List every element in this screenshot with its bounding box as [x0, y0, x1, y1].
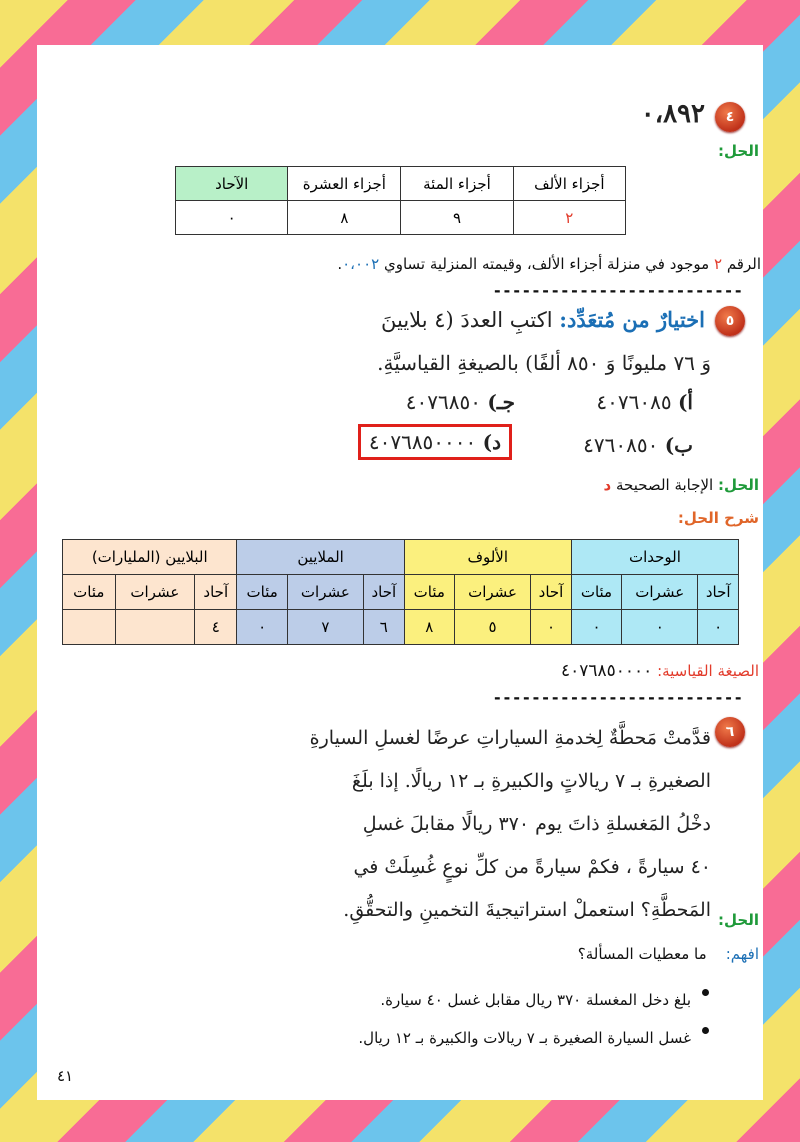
separator-1: --------------------------: [492, 281, 743, 300]
sub-units-ones: آحاد: [698, 575, 739, 610]
val-thousands-ones: ٠: [531, 610, 572, 645]
q4-value-tenths: ٨: [288, 201, 401, 235]
q5-option-c-label: جـ): [487, 390, 515, 414]
q4-value-ones: ٠: [176, 201, 288, 235]
q4-sentence-middle: موجود في منزلة أجزاء الألف، وقيمته المنزلية تساوي: [383, 255, 710, 273]
worksheet-page: [37, 45, 763, 1100]
q6-bullet-2: غسل السيارة الصغيرة بـ ٧ ريالات والكبيرة بـ ١٢ ريال.: [358, 1019, 713, 1057]
val-millions-hundreds: ٠: [237, 610, 287, 645]
sub-thousands-hundreds: مئات: [404, 575, 454, 610]
q6-line-1: قدَّمتْ مَحطَّةٌ لِخدمةِ السياراتِ عرضًا لغسلِ السيارةِ: [309, 727, 711, 749]
q5-title: اختيارٌ من مُتعَدِّد:: [559, 307, 705, 332]
sub-billions-tens: عشرات: [115, 575, 195, 610]
q5-option-d-label: د): [482, 430, 501, 454]
q5-option-b[interactable]: [583, 433, 693, 457]
q5-standard-label: الصيغة القياسية:: [657, 662, 759, 680]
q6-understand-line: [578, 945, 759, 963]
val-units-ones: ٠: [698, 610, 739, 645]
q5-option-c[interactable]: [406, 390, 515, 414]
sub-millions-ones: آحاد: [363, 575, 404, 610]
q5-option-b-label: ب): [664, 433, 693, 457]
group-billions: البلايين (المليارات): [63, 540, 237, 575]
q6-understand-text: ما معطيات المسألة؟: [577, 945, 707, 963]
val-billions-tens: [115, 610, 195, 645]
sub-units-tens: عشرات: [622, 575, 698, 610]
q5-option-d-correct[interactable]: [358, 424, 512, 460]
sub-billions-hundreds: مئات: [63, 575, 116, 610]
q6-bullet-1: بلغ دخل المغسلة ٣٧٠ ريال مقابل غسل ٤٠ سيارة.: [358, 981, 713, 1019]
q4-value-thousandths: ٢: [513, 201, 625, 235]
q5-standard-form: [561, 661, 759, 681]
sub-billions-ones: آحاد: [195, 575, 237, 610]
sub-thousands-ones: آحاد: [531, 575, 572, 610]
q5-line-2: وَ ٧٦ مليونًا وَ ٨٥٠ ألفًا) بالصيغةِ القياسيَّةِ.: [377, 351, 711, 375]
sub-thousands-tens: عشرات: [454, 575, 530, 610]
q5-standard-value: ٤٠٧٦٨٥٠٠٠٠: [560, 661, 653, 681]
val-billions-hundreds: [63, 610, 116, 645]
val-billions-ones: ٤: [195, 610, 237, 645]
q5-answer-text: الإجابة الصحيحة: [616, 476, 714, 494]
q6-bullet-list: [358, 981, 713, 1057]
sub-units-hundreds: مئات: [571, 575, 621, 610]
sub-millions-hundreds: مئات: [237, 575, 287, 610]
q5-option-d-value: ٤٠٧٦٨٥٠٠٠٠: [368, 430, 477, 454]
q4-number: ٠،٨٩٢: [640, 99, 705, 129]
q5-option-c-value: ٤٠٧٦٨٥٠: [405, 390, 481, 414]
q6-problem-text: [310, 717, 711, 932]
val-thousands-tens: ٥: [454, 610, 530, 645]
q5-place-value-table: [62, 539, 739, 645]
val-millions-tens: ٧: [287, 610, 363, 645]
q4-header-thousandths: أجزاء الألف: [513, 167, 625, 201]
q5-line1-text: اكتبِ العددَ (٤ بلايينَ: [381, 308, 553, 332]
group-millions: الملايين: [237, 540, 404, 575]
group-units: الوحدات: [571, 540, 738, 575]
question-badge-6: ٦: [715, 717, 745, 747]
q4-header-ones: الآحاد: [176, 167, 288, 201]
val-units-tens: ٠: [622, 610, 698, 645]
val-units-hundreds: ٠: [571, 610, 621, 645]
question-badge-5: ٥: [715, 306, 745, 336]
q4-header-hundredths: أجزاء المئة: [401, 167, 513, 201]
q4-solution-label: الحل:: [718, 142, 759, 160]
q6-line-3: دخْلُ المَغسلةِ ذاتَ يوم ٣٧٠ ريالًا مقابلَ غسلِ: [362, 813, 711, 835]
q4-sentence-value: ٠،٠٠٢: [342, 255, 380, 273]
q4-explanation: الرقم ٢ موجود في منزلة أجزاء الألف، وقيمته المنزلية تساوي ٠،٠٠٢.: [337, 255, 761, 273]
q5-option-a[interactable]: [596, 390, 693, 414]
q4-header-tenths: أجزاء العشرة: [288, 167, 401, 201]
sub-millions-tens: عشرات: [287, 575, 363, 610]
q6-line-2: الصغيرةِ بـ ٧ ريالاتٍ والكبيرةِ بـ ١٢ ريالًا. إذا بلَغَ: [351, 770, 711, 792]
q5-option-b-value: ٤٧٦٠٨٥٠: [583, 433, 659, 457]
q6-solution-label: الحل:: [718, 911, 759, 929]
q5-solution-label: الحل:: [718, 476, 759, 494]
question-badge-4: ٤: [715, 102, 745, 132]
val-millions-ones: ٦: [363, 610, 404, 645]
page-number: ٤١: [57, 1067, 74, 1085]
group-thousands: الألوف: [404, 540, 571, 575]
q6-line-4: ٤٠ سيارةً ، فكمْ سيارةً من كلِّ نوعٍ غُسِلَتْ في: [353, 856, 711, 878]
q5-line-1: [381, 307, 705, 332]
val-thousands-hundreds: ٨: [404, 610, 454, 645]
q5-option-a-label: أ): [677, 390, 693, 414]
separator-2: --------------------------: [492, 688, 743, 707]
q5-answer-line: [604, 476, 759, 494]
q6-line-5: المَحطَّةِ؟ استعملْ استراتيجيةَ التخمينِ والتحقُّقِ.: [343, 899, 711, 921]
q4-sentence-prefix: الرقم: [726, 255, 761, 273]
q5-option-a-value: ٤٠٧٦٠٨٥: [596, 390, 672, 414]
q4-sentence-digit: ٢: [713, 255, 723, 273]
q4-place-value-table: [175, 166, 626, 235]
q4-value-hundredths: ٩: [401, 201, 513, 235]
q6-understand-label: افهم:: [725, 945, 759, 963]
q5-answer-letter: د: [603, 476, 612, 494]
q5-explain-label: شرح الحل:: [677, 509, 759, 527]
